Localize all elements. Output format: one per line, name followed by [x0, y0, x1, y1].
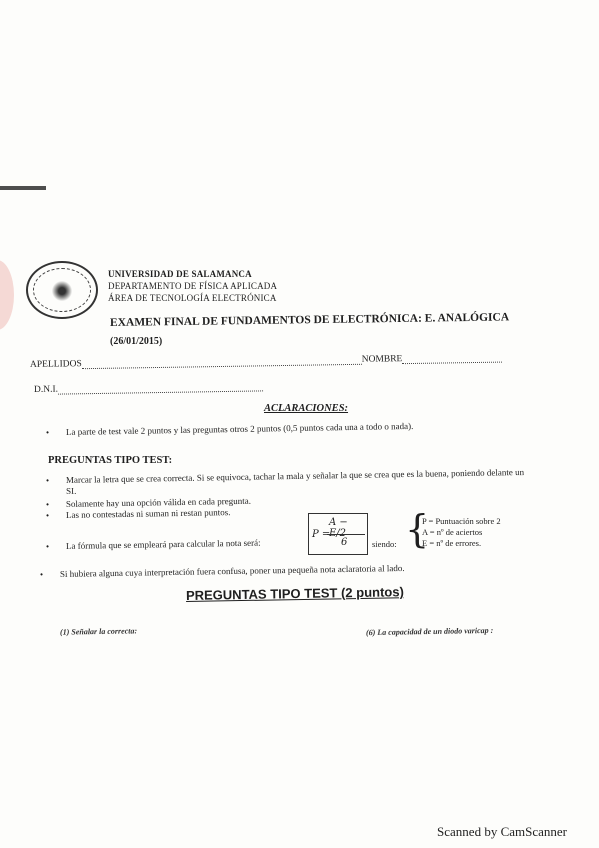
brace-icon: {	[405, 507, 430, 551]
camscanner-watermark: Scanned by CamScanner	[437, 824, 567, 839]
apellidos-field[interactable]	[82, 364, 362, 369]
bullet-1: • Marcar la letra que se crea correcta. Si se equivoca, tachar la mala y señalar la que se crea que es la buena, poniendo delante un SI.	[45, 467, 525, 496]
legend-e: E = nº de errores.	[422, 538, 482, 548]
bullet-3: • Las no contestadas ni suman ni restan puntos.	[45, 507, 231, 521]
university-name: UNIVERSIDAD DE SALAMANCA	[108, 269, 252, 279]
score-formula: P = A − E/2 6	[308, 513, 368, 555]
university-seal-icon	[26, 261, 98, 319]
dni-row	[34, 381, 263, 395]
legend-a: A = nº de aciertos	[422, 527, 483, 537]
exam-title: EXAMEN FINAL DE FUNDAMENTOS DE ELECTRÓNICA: E. ANALÓGICA	[109, 311, 510, 329]
nombre-field[interactable]	[402, 362, 502, 365]
apellidos-label: APELLIDOS	[29, 359, 82, 370]
test-section-title: PREGUNTAS TIPO TEST (2 puntos)	[185, 584, 404, 603]
dni-label: D.N.I.	[33, 384, 59, 395]
bullet-5: • Si hubiera alguna cuya interpretación fuera confusa, poner una pequeña nota aclaratoria al lado.	[39, 562, 405, 580]
nombre-label: NOMBRE	[361, 354, 403, 365]
question-6-cut: (6) La capacidad de un diodo varicap :	[365, 625, 494, 638]
siendo-label: siendo:	[372, 539, 397, 549]
exam-date: (26/01/2015)	[110, 336, 163, 347]
aclaraciones-heading: ACLARACIONES:	[264, 403, 349, 414]
intro-bullet: • La parte de test vale 2 puntos y las preguntas otros 2 puntos (0,5 puntos cada una a todo o nada).	[45, 420, 414, 438]
apellidos-row	[30, 353, 502, 370]
legend-p: P = Puntuación sobre 2	[422, 516, 501, 526]
dni-field[interactable]	[58, 390, 263, 394]
department-name: DEPARTAMENTO DE FÍSICA APLICADA	[108, 281, 278, 291]
exam-sheet	[0, 195, 599, 640]
section-title: PREGUNTAS TIPO TEST:	[48, 455, 173, 466]
question-1-cut: (1) Señalar la correcta:	[59, 626, 138, 637]
scan-edge-shadow	[0, 186, 46, 190]
bullet-2: • Solamente hay una opción válida en cada pregunta.	[45, 495, 251, 510]
area-name: ÁREA DE TECNOLOGÍA ELECTRÓNICA	[108, 293, 277, 303]
bullet-formula: • La fórmula que se empleará para calcular la nota será:	[45, 537, 261, 552]
